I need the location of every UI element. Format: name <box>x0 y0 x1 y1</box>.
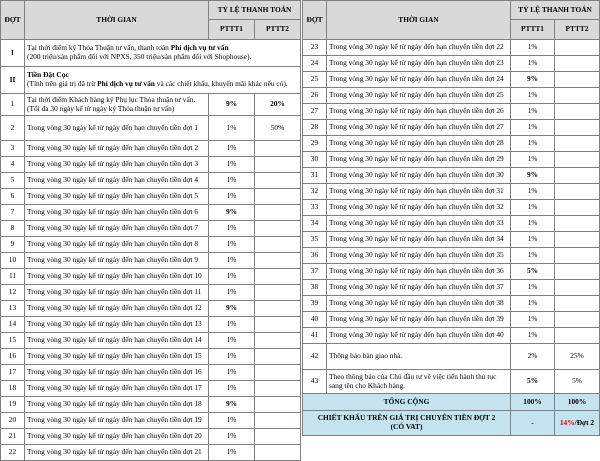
row-description <box>25 173 209 189</box>
row-description <box>327 344 511 370</box>
row-pttt1: 1% <box>209 253 255 269</box>
row-dot: 20 <box>1 413 25 429</box>
table-row <box>1 205 301 221</box>
row-pttt1: 1% <box>209 116 255 141</box>
row-pttt1: 1% <box>511 200 555 216</box>
row-dot: 18 <box>1 381 25 397</box>
row-description <box>25 413 209 429</box>
table-row <box>1 301 301 317</box>
description-line: Trong vòng 30 ngày kể từ ngày đến hạn chuyển tiền đợt 18 <box>27 399 202 409</box>
row-dot: 26 <box>303 88 327 104</box>
row-dot: 17 <box>1 365 25 381</box>
row-pttt1: 5% <box>511 264 555 280</box>
row-dot: 13 <box>1 301 25 317</box>
row-dot: II <box>1 67 25 94</box>
row-description <box>25 285 209 301</box>
table-row <box>1 253 301 269</box>
row-pttt2 <box>555 312 600 328</box>
row-pttt1: 1% <box>511 232 555 248</box>
row-dot: 33 <box>303 200 327 216</box>
table-row <box>1 285 301 301</box>
row-pttt2 <box>255 301 301 317</box>
row-dot: 9 <box>1 237 25 253</box>
row-pttt1: 1% <box>209 221 255 237</box>
row-dot: 31 <box>303 168 327 184</box>
description-line: Trong vòng 30 ngày kể từ ngày đến hạn chuyển tiền đợt 24 <box>329 74 504 84</box>
row-description <box>25 189 209 205</box>
row-pttt1: 1% <box>209 429 255 445</box>
row-description <box>25 349 209 365</box>
description-line: Trong vòng 30 ngày kể từ ngày đến hạn chuyển tiền đợt 16 <box>27 367 202 377</box>
table-row <box>303 104 600 120</box>
row-dot: 23 <box>303 40 327 56</box>
row-pttt1: 1% <box>511 184 555 200</box>
row-pttt1: 1% <box>209 285 255 301</box>
row-description <box>25 141 209 157</box>
row-pttt2 <box>555 328 600 344</box>
row-dot: 40 <box>303 312 327 328</box>
row-description <box>25 301 209 317</box>
row-description <box>25 333 209 349</box>
discount-suffix: /Đợt 2 <box>574 417 595 427</box>
description-line: Trong vòng 30 ngày kể từ ngày đến hạn chuyển tiền đợt 33 <box>329 218 504 228</box>
header-ty-le: TỶ LỆ THANH TOÁN <box>209 1 301 20</box>
row-description <box>327 264 511 280</box>
description-line: Trong vòng 30 ngày kể từ ngày đến hạn chuyển tiền đợt 37 <box>329 282 504 292</box>
table-row <box>1 349 301 365</box>
row-pttt2 <box>255 189 301 205</box>
row-description <box>327 296 511 312</box>
description-line: Trong vòng 30 ngày kể từ ngày đến hạn chuyển tiền đợt 7 <box>27 223 199 233</box>
row-dot: 22 <box>1 445 25 461</box>
row-description <box>25 205 209 221</box>
row-pttt2 <box>255 349 301 365</box>
row-pttt2: 20% <box>255 94 301 116</box>
table-row <box>1 67 301 94</box>
description-line: Trong vòng 30 ngày kể từ ngày đến hạn chuyển tiền đợt 40 <box>329 330 504 340</box>
table-row <box>303 296 600 312</box>
row-pttt2 <box>255 269 301 285</box>
table-row <box>1 317 301 333</box>
row-pttt2 <box>555 72 600 88</box>
row-pttt1: 1% <box>209 317 255 333</box>
row-pttt2: 50% <box>255 116 301 141</box>
row-description <box>327 280 511 296</box>
row-pttt2: 25% <box>555 344 600 370</box>
row-pttt1: 1% <box>209 413 255 429</box>
row-dot: 36 <box>303 248 327 264</box>
description-line: Trong vòng 30 ngày kể từ ngày đến hạn chuyển tiền đợt 34 <box>329 234 504 244</box>
row-dot: 10 <box>1 253 25 269</box>
row-pttt1: 1% <box>511 280 555 296</box>
row-pttt1: 1% <box>209 333 255 349</box>
table-row <box>303 248 600 264</box>
description-line: Theo thông báo của Chủ đầu tư về việc tiến hành thủ tục <box>329 371 497 381</box>
table-row <box>1 173 301 189</box>
row-description <box>327 216 511 232</box>
table-row <box>1 116 301 141</box>
row-pttt2 <box>255 237 301 253</box>
row-description <box>25 269 209 285</box>
row-description <box>25 221 209 237</box>
description-line: Trong vòng 30 ngày kể từ ngày đến hạn chuyển tiền đợt 14 <box>27 335 202 345</box>
table-row <box>1 365 301 381</box>
table-row <box>303 152 600 168</box>
row-description <box>25 40 301 67</box>
discount-pttt2 <box>555 411 600 436</box>
row-pttt1: 5% <box>511 370 555 394</box>
row-description <box>25 157 209 173</box>
discount-rate: 14% <box>559 417 575 427</box>
row-pttt2 <box>555 88 600 104</box>
row-description <box>25 317 209 333</box>
row-description <box>327 328 511 344</box>
row-description <box>25 67 301 94</box>
description-line: (200 triệu/sản phẩm đối với NPXS, 350 triệu/sản phẩm đối với Shophouse). <box>27 52 252 61</box>
row-pttt1: 1% <box>209 157 255 173</box>
table-row <box>303 344 600 370</box>
table-row <box>303 232 600 248</box>
table-row <box>303 120 600 136</box>
row-pttt2 <box>255 173 301 189</box>
row-dot: 43 <box>303 370 327 394</box>
description-line: Trong vòng 30 ngày kể từ ngày đến hạn chuyển tiền đợt 17 <box>27 383 202 393</box>
row-pttt1: 1% <box>209 445 255 461</box>
row-pttt2 <box>555 232 600 248</box>
row-pttt2 <box>255 429 301 445</box>
description-line: Trong vòng 30 ngày kể từ ngày đến hạn chuyển tiền đợt 21 <box>27 447 202 457</box>
table-row <box>1 237 301 253</box>
row-pttt2 <box>255 381 301 397</box>
row-dot: 6 <box>1 189 25 205</box>
table-row <box>1 141 301 157</box>
description-line: Trong vòng 30 ngày kể từ ngày đến hạn chuyển tiền đợt 26 <box>329 106 504 116</box>
table-row <box>303 168 600 184</box>
row-description <box>25 397 209 413</box>
header-pttt1: PTTT1 <box>209 20 255 40</box>
row-dot: 8 <box>1 221 25 237</box>
table-row <box>1 269 301 285</box>
row-pttt2 <box>555 264 600 280</box>
row-description <box>327 136 511 152</box>
description-line: Trong vòng 30 ngày kể từ ngày đến hạn chuyển tiền đợt 32 <box>329 202 504 212</box>
description-line: Trong vòng 30 ngày kể từ ngày đến hạn chuyển tiền đợt 31 <box>329 186 504 196</box>
row-description <box>327 312 511 328</box>
description-line: Trong vòng 30 ngày kể từ ngày đến hạn chuyển tiền đợt 15 <box>27 351 202 361</box>
row-pttt1: 1% <box>209 189 255 205</box>
table-row <box>303 280 600 296</box>
table-row <box>303 370 600 394</box>
table-row <box>1 157 301 173</box>
table-row <box>303 216 600 232</box>
row-description <box>25 253 209 269</box>
description-line: Trong vòng 30 ngày kể từ ngày đến hạn chuyển tiền đợt 20 <box>27 431 202 441</box>
table-row <box>1 94 301 116</box>
description-line: Trong vòng 30 ngày kể từ ngày đến hạn chuyển tiền đợt 38 <box>329 298 504 308</box>
row-dot: 34 <box>303 216 327 232</box>
row-dot: 24 <box>303 56 327 72</box>
description-line: Trong vòng 30 ngày kể từ ngày đến hạn chuyển tiền đợt 28 <box>329 138 504 148</box>
total-label: TỔNG CỘNG <box>303 394 511 411</box>
row-pttt1: 1% <box>511 152 555 168</box>
row-dot: 19 <box>1 397 25 413</box>
row-dot: 37 <box>303 264 327 280</box>
table-row <box>1 445 301 461</box>
row-dot: 16 <box>1 349 25 365</box>
total-pttt2: 100% <box>555 394 600 411</box>
row-pttt1: 1% <box>209 365 255 381</box>
row-dot: 29 <box>303 136 327 152</box>
description-line: Trong vòng 30 ngày kể từ ngày đến hạn chuyển tiền đợt 2 <box>27 143 199 153</box>
row-dot: 5 <box>1 173 25 189</box>
row-pttt2 <box>255 253 301 269</box>
description-line: Trong vòng 30 ngày kể từ ngày đến hạn chuyển tiền đợt 23 <box>329 58 504 68</box>
table-row <box>1 189 301 205</box>
row-pttt2 <box>255 157 301 173</box>
row-pttt1: 2% <box>511 344 555 370</box>
row-pttt1: 1% <box>511 88 555 104</box>
description-line: Trong vòng 30 ngày kể từ ngày đến hạn chuyển tiền đợt 39 <box>329 314 504 324</box>
row-pttt2 <box>555 168 600 184</box>
table-row <box>303 136 600 152</box>
row-dot: 39 <box>303 296 327 312</box>
row-pttt1: 1% <box>511 248 555 264</box>
row-pttt2: 5% <box>555 370 600 394</box>
row-pttt1: 1% <box>511 104 555 120</box>
row-description <box>327 40 511 56</box>
row-description <box>327 248 511 264</box>
row-pttt2 <box>255 413 301 429</box>
row-pttt2 <box>255 221 301 237</box>
row-dot: 3 <box>1 141 25 157</box>
row-dot: 11 <box>1 269 25 285</box>
row-pttt1: 9% <box>209 397 255 413</box>
header-dot: ĐỢT <box>1 1 25 40</box>
row-dot: 4 <box>1 157 25 173</box>
row-pttt1: 9% <box>511 72 555 88</box>
row-pttt2 <box>255 141 301 157</box>
row-dot: 25 <box>303 72 327 88</box>
row-pttt1: 1% <box>209 381 255 397</box>
description-line: Trong vòng 30 ngày kể từ ngày đến hạn chuyển tiền đợt 19 <box>27 415 202 425</box>
header-pttt1: PTTT1 <box>511 20 555 40</box>
description-line: Trong vòng 30 ngày kể từ ngày đến hạn chuyển tiền đợt 1 <box>27 122 199 132</box>
table-row <box>1 397 301 413</box>
row-dot: 12 <box>1 285 25 301</box>
payment-schedule-table-right <box>302 0 600 436</box>
row-dot: 32 <box>303 184 327 200</box>
row-pttt2 <box>555 136 600 152</box>
table-row <box>1 221 301 237</box>
row-description <box>327 168 511 184</box>
row-pttt2 <box>255 397 301 413</box>
description-line: Trong vòng 30 ngày kể từ ngày đến hạn chuyển tiền đợt 27 <box>329 122 504 132</box>
row-description <box>327 152 511 168</box>
description-line: Trong vòng 30 ngày kể từ ngày đến hạn chuyển tiền đợt 5 <box>27 191 199 201</box>
row-dot: 30 <box>303 152 327 168</box>
row-description <box>327 72 511 88</box>
table-row <box>303 88 600 104</box>
row-pttt1: 1% <box>511 40 555 56</box>
table-row <box>303 264 600 280</box>
row-dot: 35 <box>303 232 327 248</box>
row-pttt2 <box>555 200 600 216</box>
row-dot: 1 <box>1 94 25 116</box>
row-pttt1: 9% <box>511 168 555 184</box>
description-line: Tiền Đặt Cọc <box>27 70 69 80</box>
row-description <box>327 104 511 120</box>
row-description <box>327 370 511 394</box>
header-pttt2: PTTT2 <box>255 20 301 40</box>
row-pttt2 <box>255 365 301 381</box>
row-pttt2 <box>555 56 600 72</box>
description-line: Trong vòng 30 ngày kể từ ngày đến hạn chuyển tiền đợt 22 <box>329 42 504 52</box>
description-line: (Tính trên giá trị đã trừ Phí dịch vụ tư vấn và các chiết khấu, khuyến mãi khác nếu có). <box>27 79 288 88</box>
row-description <box>327 200 511 216</box>
discount-label-line1: CHIẾT KHẤU TRÊN GIÁ TRỊ CHUYÊN TIỀN ĐỢT 2 <box>317 413 496 423</box>
table-row <box>303 40 600 56</box>
description-line: Trong vòng 30 ngày kể từ ngày đến hạn chuyển tiền đợt 3 <box>27 159 199 169</box>
row-description <box>25 445 209 461</box>
row-description <box>25 237 209 253</box>
row-pttt2 <box>255 317 301 333</box>
row-pttt2 <box>555 104 600 120</box>
table-row <box>303 184 600 200</box>
row-description <box>25 94 209 116</box>
total-row <box>303 394 600 411</box>
row-description <box>327 184 511 200</box>
total-pttt1: 100% <box>511 394 555 411</box>
row-pttt2 <box>555 216 600 232</box>
row-pttt1: 1% <box>511 312 555 328</box>
discount-label-line2: (CÓ VAT) <box>390 422 423 431</box>
header-pttt2: PTTT2 <box>555 20 600 40</box>
description-line: Thông báo bàn giao nhà. <box>329 351 403 361</box>
row-pttt1: 1% <box>209 349 255 365</box>
row-pttt2 <box>555 280 600 296</box>
row-pttt1: 1% <box>209 269 255 285</box>
row-pttt2 <box>555 152 600 168</box>
description-line: Trong vòng 30 ngày kể từ ngày đến hạn chuyển tiền đợt 9 <box>27 255 199 265</box>
description-line: Trong vòng 30 ngày kể từ ngày đến hạn chuyển tiền đợt 35 <box>329 250 504 260</box>
row-dot: 2 <box>1 116 25 141</box>
row-description <box>327 232 511 248</box>
row-pttt1: 1% <box>209 141 255 157</box>
row-dot: 21 <box>1 429 25 445</box>
table-row <box>1 40 301 67</box>
table-row <box>303 56 600 72</box>
table-row <box>1 429 301 445</box>
header-thoi-gian: THỜI GIAN <box>327 1 511 40</box>
header-thoi-gian: THỜI GIAN <box>25 1 209 40</box>
row-dot: 38 <box>303 280 327 296</box>
table-row <box>303 200 600 216</box>
description-line: Trong vòng 30 ngày kể từ ngày đến hạn chuyển tiền đợt 29 <box>329 154 504 164</box>
row-pttt1: 1% <box>511 56 555 72</box>
row-pttt2 <box>255 445 301 461</box>
row-dot: 15 <box>1 333 25 349</box>
row-dot: 7 <box>1 205 25 221</box>
row-pttt2 <box>555 120 600 136</box>
description-line: sang tên cho Khách hàng. <box>329 380 406 390</box>
description-line: Trong vòng 30 ngày kể từ ngày đến hạn chuyển tiền đợt 36 <box>329 266 504 276</box>
row-pttt2 <box>255 285 301 301</box>
table-row <box>1 413 301 429</box>
row-pttt2 <box>555 248 600 264</box>
description-line: Trong vòng 30 ngày kể từ ngày đến hạn chuyển tiền đợt 6 <box>27 207 199 217</box>
row-dot: 28 <box>303 120 327 136</box>
row-pttt1: 1% <box>511 328 555 344</box>
row-pttt2 <box>555 184 600 200</box>
row-pttt1: 1% <box>511 120 555 136</box>
header-ty-le: TỶ LỆ THANH TOÁN <box>511 1 600 20</box>
description-line: Trong vòng 30 ngày kể từ ngày đến hạn chuyển tiền đợt 4 <box>27 175 199 185</box>
header-dot: ĐỢT <box>303 1 327 40</box>
row-description <box>327 88 511 104</box>
row-pttt1: 9% <box>209 205 255 221</box>
row-description <box>327 56 511 72</box>
description-line: Tại thời điểm Khách hàng ký Phụ lục Thỏa thuận tư vấn. <box>27 94 196 104</box>
row-dot: 42 <box>303 344 327 370</box>
description-line: Tại thời điểm ký Thỏa Thuận tư vấn, thanh toán Phí dịch vụ tư vấn <box>27 43 229 53</box>
table-row <box>303 72 600 88</box>
description-line: Trong vòng 30 ngày kể từ ngày đến hạn chuyển tiền đợt 13 <box>27 319 202 329</box>
row-dot: 27 <box>303 104 327 120</box>
discount-label <box>303 411 511 436</box>
row-pttt1: 1% <box>209 237 255 253</box>
row-pttt1: 1% <box>511 296 555 312</box>
row-dot: I <box>1 40 25 67</box>
row-pttt2 <box>555 296 600 312</box>
description-line: Trong vòng 30 ngày kể từ ngày đến hạn chuyển tiền đợt 12 <box>27 303 202 313</box>
row-pttt2 <box>255 205 301 221</box>
row-description <box>25 381 209 397</box>
discount-pttt1: - <box>511 411 555 436</box>
table-row <box>303 328 600 344</box>
description-line: Trong vòng 30 ngày kể từ ngày đến hạn chuyển tiền đợt 25 <box>329 90 504 100</box>
row-pttt1: 9% <box>209 94 255 116</box>
table-row <box>303 312 600 328</box>
description-line: Trong vòng 30 ngày kể từ ngày đến hạn chuyển tiền đợt 30 <box>329 170 504 180</box>
row-description <box>327 120 511 136</box>
row-dot: 41 <box>303 328 327 344</box>
row-pttt1: 1% <box>209 173 255 189</box>
row-description <box>25 365 209 381</box>
row-pttt1: 1% <box>511 216 555 232</box>
row-description <box>25 429 209 445</box>
discount-row <box>303 411 600 436</box>
description-line: Trong vòng 30 ngày kể từ ngày đến hạn chuyển tiền đợt 8 <box>27 239 199 249</box>
table-row <box>1 381 301 397</box>
row-description <box>25 116 209 141</box>
row-pttt2 <box>255 333 301 349</box>
row-pttt2 <box>555 40 600 56</box>
right-table-body <box>303 40 600 394</box>
row-dot: 14 <box>1 317 25 333</box>
description-line: Trong vòng 30 ngày kể từ ngày đến hạn chuyển tiền đợt 11 <box>27 287 202 297</box>
left-table-body <box>1 40 301 461</box>
description-line: Trong vòng 30 ngày kể từ ngày đến hạn chuyển tiền đợt 10 <box>27 271 202 281</box>
row-pttt1: 9% <box>209 301 255 317</box>
row-pttt1: 1% <box>511 136 555 152</box>
table-row <box>1 333 301 349</box>
description-line: (Tối đa 30 ngày kể từ ngày ký Thỏa thuận tư vấn) <box>27 103 175 113</box>
